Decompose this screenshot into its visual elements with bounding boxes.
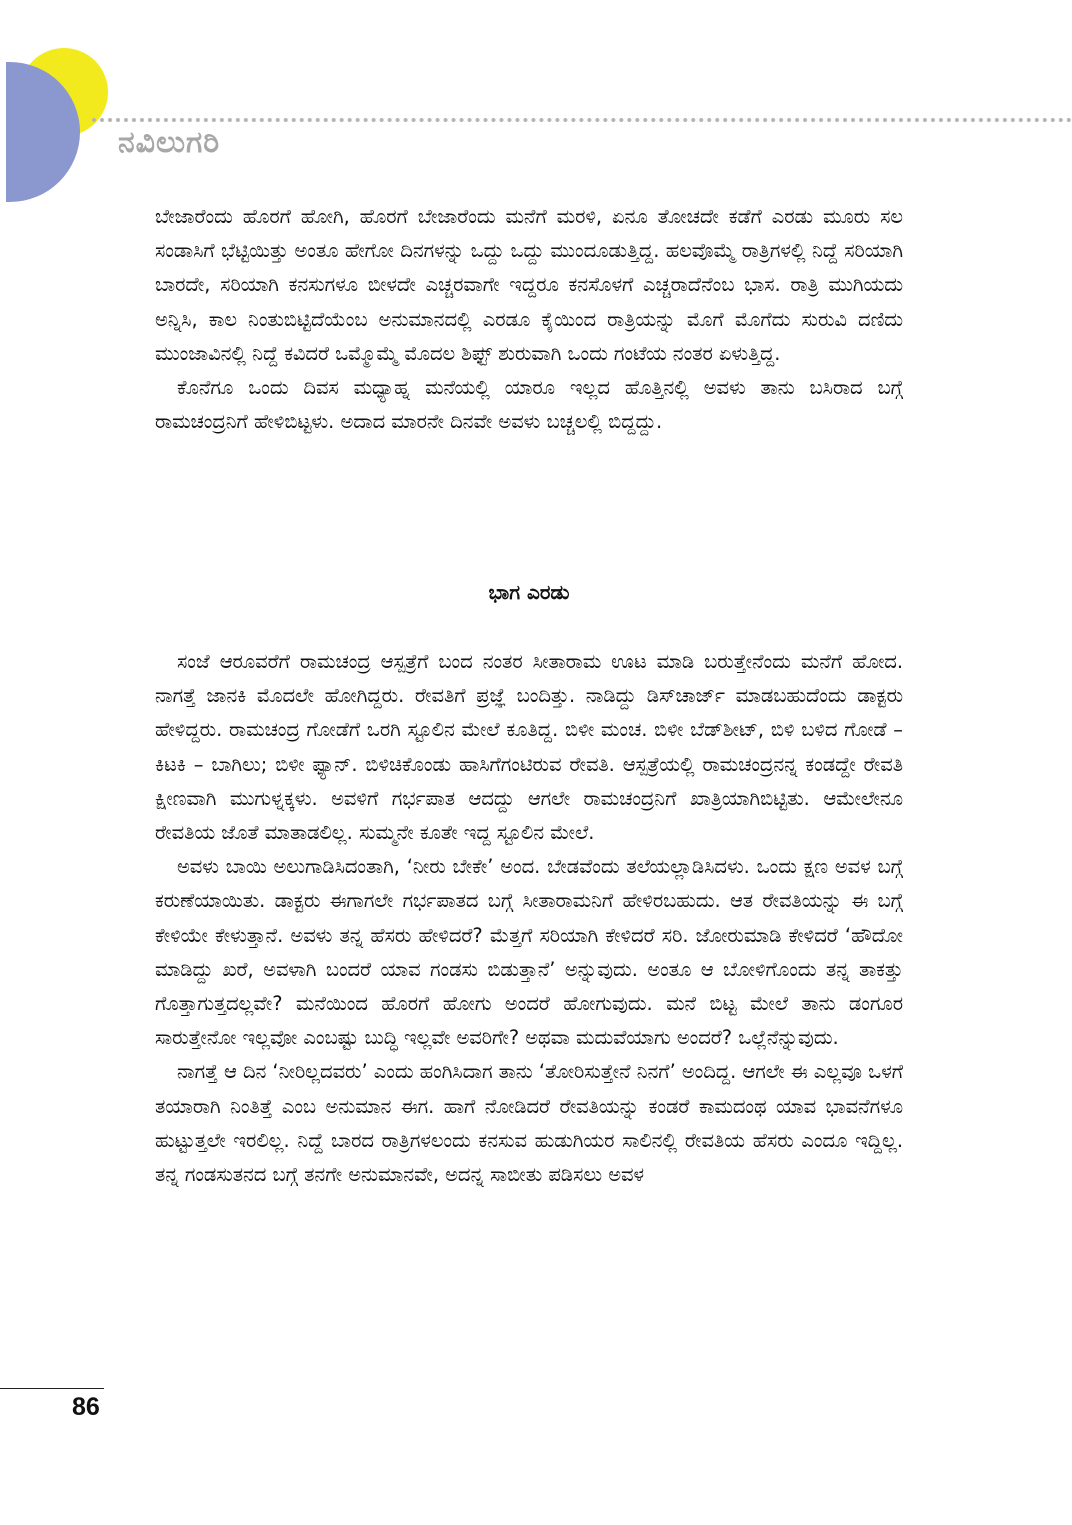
paragraph: ನಾಗತ್ತೆ ಆ ದಿನ ‘ನೀರಿಲ್ಲದವರು’ ಎಂದು ಹಂಗಿಸಿದಾಗ ತಾನು ‘ತೋರಿಸುತ್ತೇನೆ ನಿನಗೆ’ ಅಂದಿದ್ದ. ಆಗಲೇ ಈ ಎಲ್ಲವೂ ಒಳಗೆ ತಯಾರಾಗಿ ನಿಂತಿತ್ತೆ ಎಂಬ ಅನುಮಾನ ಈಗ. ಹಾಗೆ ನೋಡಿದರೆ ರೇವತಿಯನ್ನು ಕಂಡರೆ ಕಾಮದಂಥ ಯಾವ ಭಾವನೆಗಳೂ ಹುಟ್ಟುತ್ತಲೇ ಇರಲಿಲ್ಲ. ನಿದ್ದೆ ಬಾರದ ರಾತ್ರಿಗಳಲಂದು ಕನಸುವ ಹುಡುಗಿಯರ ಸಾಲಿನಲ್ಲಿ ರೇವತಿಯ ಹೆಸರು ಎಂದೂ ಇದ್ದಿಲ್ಲ. ತನ್ನ ಗಂಡಸುತನದ ಬಗ್ಗೆ ತನಗೇ ಅನುಮಾನವೇ, ಅದನ್ನ ಸಾಬೀತು ಪಡಿಸಲು ಅವಳ <box>155 1060 903 1187</box>
text-block-after-heading <box>155 645 903 1192</box>
header-dotted-rule <box>92 118 1072 122</box>
page-number: 86 <box>72 1393 100 1421</box>
paragraph: ಬೇಜಾರೆಂದು ಹೊರಗೆ ಹೋಗಿ, ಹೊರಗೆ ಬೇಜಾರೆಂದು ಮನೆಗೆ ಮರಳಿ, ಏನೂ ತೋಚದೇ ಕಡೆಗೆ ಎರಡು ಮೂರು ಸಲ ಸಂಡಾಸಿಗೆ ಭೆಟ್ಟಿಯಿತ್ತು ಅಂತೂ ಹೇಗೋ ದಿನಗಳನ್ನು ಒದ್ದು ಒದ್ದು ಮುಂದೂಡುತ್ತಿದ್ದ. ಹಲವೊಮ್ಮೆ ರಾತ್ರಿಗಳಲ್ಲಿ ನಿದ್ದೆ ಸರಿಯಾಗಿ ಬಾರದೇ, ಸರಿಯಾಗಿ ಕನಸುಗಳೂ ಬೀಳದೇ ಎಚ್ಚರವಾಗೇ ಇದ್ದರೂ ಕನಸೊಳಗೆ ಎಚ್ಚರಾದೆನೆಂಬ ಭಾಸ. ರಾತ್ರಿ ಮುಗಿಯದು ಅನ್ನಿಸಿ, ಕಾಲ ನಿಂತುಬಿಟ್ಟಿದೆಯೆಂಬ ಅನುಮಾನದಲ್ಲಿ ಎರಡೂ ಕೈಯಿಂದ ರಾತ್ರಿಯನ್ನು ಮೊಗೆ ಮೊಗೆದು ಸುರುವಿ ದಣಿದು ಮುಂಜಾವಿನಲ್ಲಿ ನಿದ್ದೆ ಕವಿದರೆ ಒಮ್ಮೊಮ್ಮೆ ಮೊದಲ ಶಿಫ್ಟ್ ಶುರುವಾಗಿ ಒಂದು ಗಂಟೆಯ ನಂತರ ಏಳುತ್ತಿದ್ದ. <box>155 205 903 365</box>
paragraph: ಅವಳು ಬಾಯಿ ಅಲುಗಾಡಿಸಿದಂತಾಗಿ, ‘ನೀರು ಬೇಕೇ’ ಅಂದ. ಬೇಡವೆಂದು ತಲೆಯಲ್ಲಾಡಿಸಿದಳು. ಒಂದು ಕ್ಷಣ ಅವಳ ಬಗ್ಗೆ ಕರುಣೆಯಾಯಿತು. ಡಾಕ್ಟರು ಈಗಾಗಲೇ ಗರ್ಭಪಾತದ ಬಗ್ಗೆ ಸೀತಾರಾಮನಿಗೆ ಹೇಳಿರಬಹುದು. ಆತ ರೇವತಿಯನ್ನು ಈ ಬಗ್ಗೆ ಕೇಳಿಯೇ ಕೇಳುತ್ತಾನೆ. ಅವಳು ತನ್ನ ಹೆಸರು ಹೇಳಿದರೆ? ಮೆತ್ತಗೆ ಸರಿಯಾಗಿ ಕೇಳಿದರೆ ಸರಿ. ಜೋರುಮಾಡಿ ಕೇಳಿದರೆ ‘ಹೌದೋ ಮಾಡಿದ್ದು ಖರೆ, ಅವಳಾಗಿ ಬಂದರೆ ಯಾವ ಗಂಡಸು ಬಿಡುತ್ತಾನೆ’ ಅನ್ನುವುದು. ಅಂತೂ ಆ ಬೋಳಿಗೊಂದು ತನ್ನ ತಾಕತ್ತು ಗೊತ್ತಾಗುತ್ತದಲ್ಲವೇ? ಮನೆಯಿಂದ ಹೊರಗೆ ಹೋಗು ಅಂದರೆ ಹೋಗುವುದು. ಮನೆ ಬಿಟ್ಟ ಮೇಲೆ ತಾನು ಡಂಗೂರ ಸಾರುತ್ತೇನೋ ಇಲ್ಲವೋ ಎಂಬಷ್ಟು ಬುದ್ಧಿ ಇಲ್ಲವೇ ಅವರಿಗೇ? ಅಥವಾ ಮದುವೆಯಾಗು ಅಂದರೆ? ಒಲ್ಲೆನೆನ್ನುವುದು. <box>155 855 903 1050</box>
paragraph: ಸಂಜೆ ಆರೂವರೆಗೆ ರಾಮಚಂದ್ರ ಆಸ್ಪತ್ರೆಗೆ ಬಂದ ನಂತರ ಸೀತಾರಾಮ ಊಟ ಮಾಡಿ ಬರುತ್ತೇನೆಂದು ಮನೆಗೆ ಹೋದ. ನಾಗತ್ತೆ ಜಾನಕಿ ಮೊದಲೇ ಹೋಗಿದ್ದರು. ರೇವತಿಗೆ ಪ್ರಜ್ಞೆ ಬಂದಿತ್ತು. ನಾಡಿದ್ದು ಡಿಸ್‌ಚಾರ್ಜ್ ಮಾಡಬಹುದೆಂದು ಡಾಕ್ಟರು ಹೇಳಿದ್ದರು. ರಾಮಚಂದ್ರ ಗೋಡೆಗೆ ಒರಗಿ ಸ್ಟೂಲಿನ ಮೇಲೆ ಕೂತಿದ್ದ. ಬಿಳೀ ಮಂಚ. ಬಿಳೀ ಬೆಡ್‌ಶೀಟ್, ಬಿಳಿ ಬಳಿದ ಗೋಡೆ – ಕಿಟಕಿ – ಬಾಗಿಲು; ಬಿಳೀ ಫ್ಯಾನ್. ಬಿಳಿಚಿಕೊಂಡು ಹಾಸಿಗೆಗಂಟಿರುವ ರೇವತಿ. ಆಸ್ಪತ್ರೆಯಲ್ಲಿ ರಾಮಚಂದ್ರನನ್ನ ಕಂಡದ್ದೇ ರೇವತಿ ಕ್ಷೀಣವಾಗಿ ಮುಗುಳ್ನಕ್ಕಳು. ಅವಳಿಗೆ ಗರ್ಭಪಾತ ಆದದ್ದು ಆಗಲೇ ರಾಮಚಂದ್ರನಿಗೆ ಖಾತ್ರಿಯಾಗಿಬಿಟ್ಟಿತು. ಆಮೇಲೇನೂ ರೇವತಿಯ ಜೊತೆ ಮಾತಾಡಲಿಲ್ಲ. ಸುಮ್ಮನೇ ಕೂತೇ ಇದ್ದ ಸ್ಟೂಲಿನ ಮೇಲೆ. <box>155 650 903 845</box>
footer-rule <box>0 1388 104 1389</box>
section-heading: ಭಾಗ ಎರಡು <box>488 580 570 604</box>
running-title: ನವಿಲುಗರಿ <box>118 125 221 160</box>
text-block-before-heading <box>155 200 903 439</box>
paragraph: ಕೊನೆಗೂ ಒಂದು ದಿವಸ ಮಧ್ಯಾಹ್ನ ಮನೆಯಲ್ಲಿ ಯಾರೂ ಇಲ್ಲದ ಹೊತ್ತಿನಲ್ಲಿ ಅವಳು ತಾನು ಬಸಿರಾದ ಬಗ್ಗೆ ರಾಮಚಂದ್ರನಿಗೆ ಹೇಳಿಬಿಟ್ಟಳು. ಅದಾದ ಮಾರನೇ ದಿನವೇ ಅವಳು ಬಚ್ಚಲಲ್ಲಿ ಬಿದ್ದದ್ದು. <box>155 376 903 434</box>
